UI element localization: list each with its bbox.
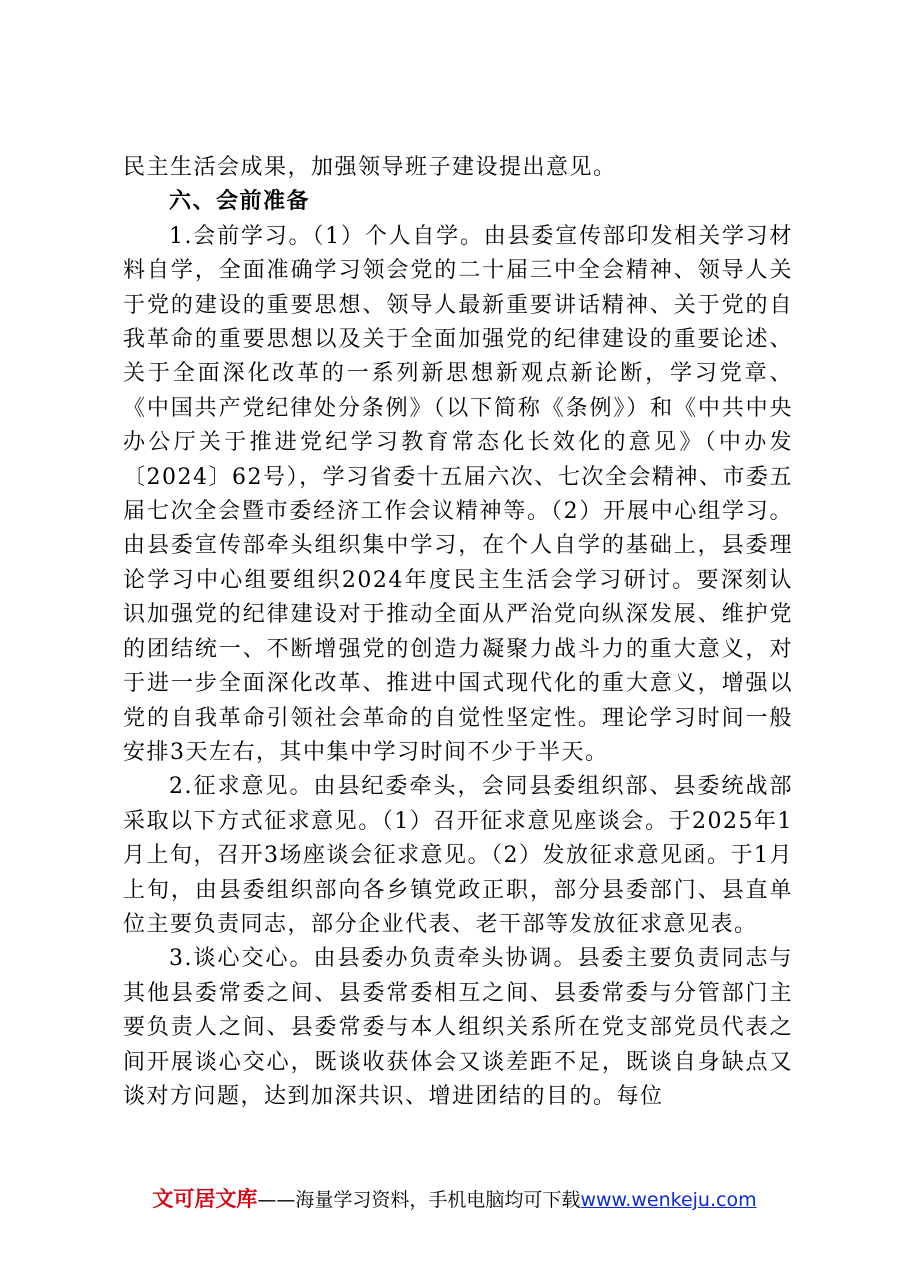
document-body (123, 151, 793, 1114)
paragraph-study: 1.会前学习。（1）个人自学。由县委宣传部印发相关学习材料自学，全面准确学习领会党的二十届三中全会精神、领导人关于党的建设的重要思想、领导人最新重要讲话精神、关于党的自我革命的重要思想以及关于全面加强党的纪律建设的重要论述、关于全面深化改革的一系列新思想新观点新论断，学习党章、《中国共产党纪律处分条例》（以下简称《条例》）和《中共中央办公厅关于推进党纪学习教育常态化长效化的意见》（中办发〔2024〕62号），学习省委十五届六次、七次全会精神、市委五届七次全会暨市委经济工作会议精神等。（2）开展中心组学习。由县委宣传部牵头组织集中学习，在个人自学的基础上，县委理论学习中心组要组织2024年度民主生活会学习研讨。要深刻认识加强党的纪律建设对于推动全面从严治党向纵深发展、维护党的团结统一、不断增强党的创造力凝聚力战斗力的重大意义，对于进一步全面深化改革、推进中国式现代化的重大意义，增强以党的自我革命引领社会革命的自觉性坚定性。理论学习时间一般安排3天左右，其中集中学习时间不少于半天。 (123, 223, 793, 765)
footer-banner (0, 1183, 909, 1213)
section-heading: 六、会前准备 (169, 189, 311, 215)
footer-slogan: ——海量学习资料，手机电脑均可下载 (257, 1189, 581, 1211)
footer-link[interactable]: www.wenkeju.com (580, 1189, 757, 1211)
paragraph-heart-to-heart: 3.谈心交心。由县委办负责牵头协调。县委主要负责同志与其他县委常委之间、县委常委相互之间、县委常委与分管部门主要负责人之间、县委常委与本人组织关系所在党支部党员代表之间开展谈心交心，既谈收获体会又谈差距不足，既谈自身缺点又谈对方问题，达到加深共识、增进团结的目的。每位 (123, 946, 793, 1109)
continuation-paragraph: 民主生活会成果，加强领导班子建设提出意见。 (123, 155, 617, 180)
footer-brand: 文可居文库 (152, 1187, 258, 1211)
paragraph-opinions: 2.征求意见。由县纪委牵头，会同县委组织部、县委统战部采取以下方式征求意见。（1）召开征求意见座谈会。于2025年1月上旬，召开3场座谈会征求意见。（2）发放征求意见函。于1月上旬，由县委组织部向各乡镇党政正职，部分县委部门、县直单位主要负责同志，部分企业代表、老干部等发放征求意见表。 (123, 774, 793, 937)
